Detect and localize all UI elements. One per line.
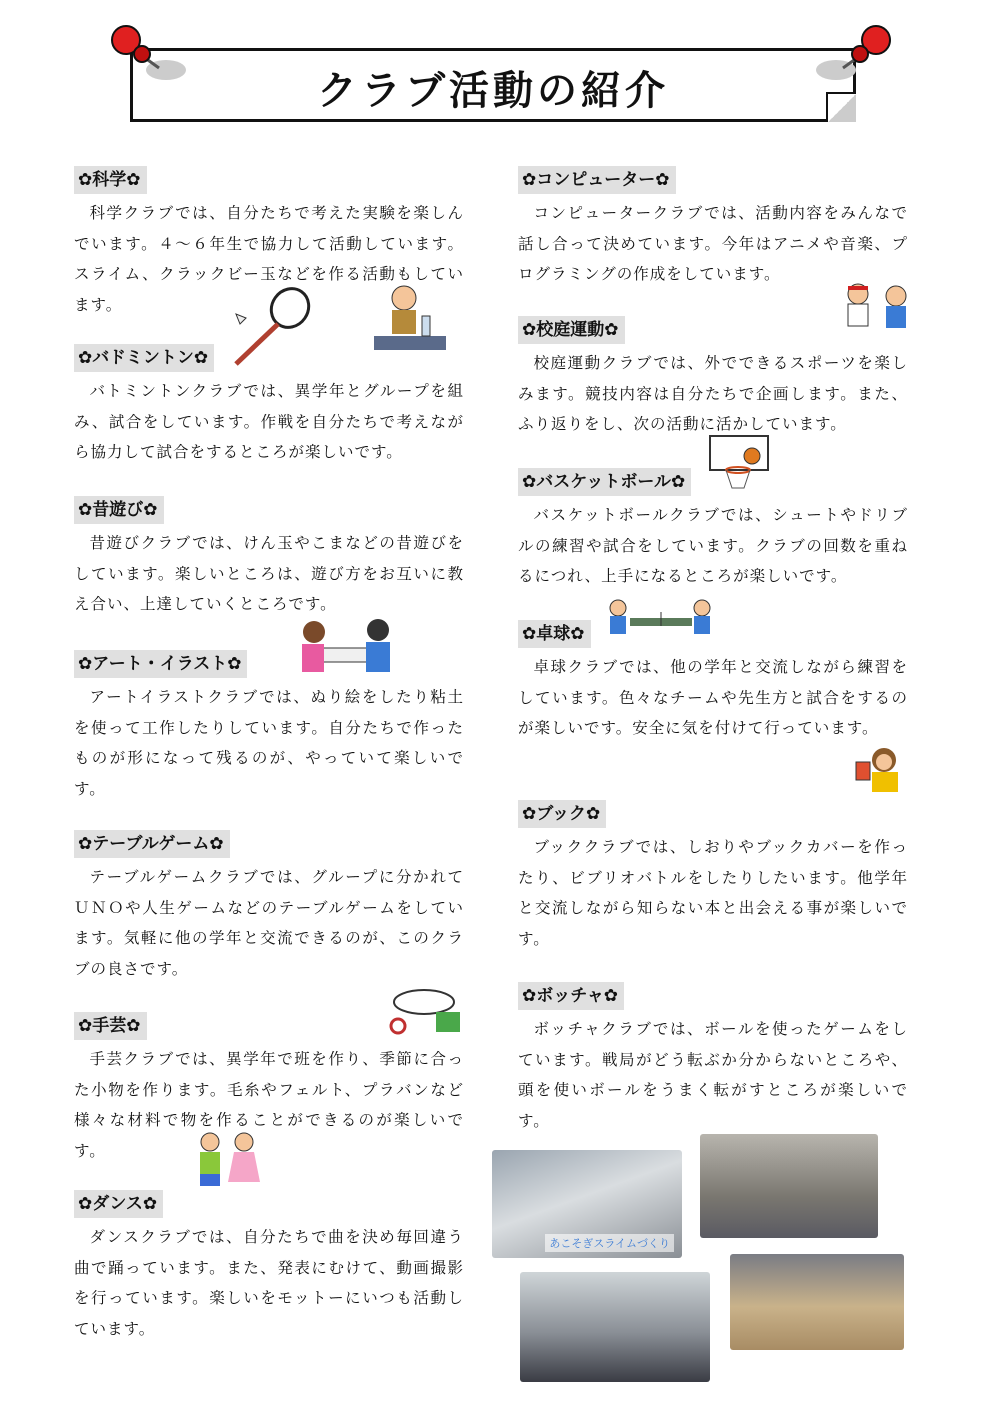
photo-dance [520,1272,710,1382]
club-description: バトミントンクラブでは、異学年とグループを組み、試合をしています。作戦を自分たちで考えながら協力して試合をするところが楽しいです。 [74,382,464,461]
reading-girl-icon [852,746,908,794]
club-description: 科学クラブでは、自分たちで考えた実験を楽しんでいます。４～６年生で協力して活動しています。スライム、クラックビー玉などを作る活動もしています。 [74,204,464,314]
photo-caption: あこそぎスライムづくり [545,1234,674,1252]
dancing-children-icon [188,1132,266,1188]
photo-card-game [730,1254,904,1350]
badminton-racket-icon [228,286,314,368]
club-description: アートイラストクラブでは、ぬり絵をしたり粘土を使って工作したりしています。自分たちで作ったものが形になって残るのが、やっていて楽しいです。 [74,688,464,798]
photo-slime-making [492,1150,682,1258]
club-title: ✿科学✿ [74,166,147,194]
club-boccia [518,982,908,1136]
club-description: 昔遊びクラブでは、けん玉やこまなどの昔遊びをしています。楽しいところは、遊び方をお互いに教え合い、上達していくところです。 [74,534,464,613]
pushpin-icon [104,20,190,86]
club-title: ✿テーブルゲーム✿ [74,830,230,858]
club-title: ✿昔遊び✿ [74,496,164,524]
ping-pong-table-icon [604,598,718,642]
club-title: ✿コンピューター✿ [518,166,676,194]
basketball-hoop-icon [708,434,770,492]
club-title: ✿ボッチャ✿ [518,982,624,1010]
club-description: 手芸クラブでは、異学年で班を作り、季節に合った小物を作ります。毛糸やフェルト、プラバンなど様々な材料で物を作ることができるのが楽しいです。 [74,1050,464,1160]
club-title: ✿卓球✿ [518,620,591,648]
club-dance [74,1190,464,1344]
club-computer [518,166,908,290]
club-title: ✿アート・イラスト✿ [74,650,247,678]
club-title: ✿ブック✿ [518,800,606,828]
sewing-kit-icon [386,988,464,1038]
title-banner [130,48,856,122]
photo-table-game [700,1134,878,1238]
pushpin-icon [812,20,898,86]
club-description: バスケットボールクラブでは、シュートやドリブルの練習や試合をしています。クラブの回数を重ねるにつれ、上手になるところが楽しいです。 [518,506,908,585]
club-title: ✿ダンス✿ [74,1190,163,1218]
club-description: コンピュータークラブでは、活動内容をみんなで話し合って決めています。今年はアニメや音楽、プログラミングの作成をしています。 [518,204,908,283]
club-title: ✿手芸✿ [74,1012,147,1040]
scientist-child-icon [372,282,448,352]
club-description: ブッククラブでは、しおりやブックカバーを作ったり、ビブリオバトルをしたりしたいます。他学年と交流しながら知らない本と出会える事が楽しいです。 [518,838,908,948]
club-art-illustration [74,650,464,804]
schoolyard-children-icon [840,282,918,338]
club-description: テーブルゲームクラブでは、グループに分かれてＵＮＯや人生ゲームなどのテーブルゲームをしています。気軽に他の学年と交流できるのが、このクラブの良さです。 [74,868,464,978]
club-description: 校庭運動クラブでは、外でできるスポーツを楽しみます。競技内容は自分たちで企画します。また、ふり返りをし、次の活動に活かしています。 [518,354,908,433]
club-title: ✿バドミントン✿ [74,344,214,372]
page-title: クラブ活動の紹介 [317,68,669,114]
club-description: ボッチャクラブでは、ボールを使ったゲームをしています。戦局がどう転ぶか分からないところや、頭を使いボールをうまく転がすところが楽しいです。 [518,1020,908,1130]
page-curl-decoration [826,92,856,122]
club-old-games [74,496,464,620]
drawing-children-icon [296,614,396,676]
club-table-games [74,830,464,984]
club-title: ✿バスケットボール✿ [518,468,691,496]
club-book [518,800,908,954]
club-description: 卓球クラブでは、他の学年と交流しながら練習をしています。色々なチームや先生方と試合をするのが楽しいです。安全に気を付けて行っています。 [518,658,908,737]
club-description: ダンスクラブでは、自分たちで曲を決め毎回違う曲で踊っています。また、発表にむけて、動画撮影を行っています。楽しいをモットーにいつも活動しています。 [74,1228,464,1338]
club-title: ✿校庭運動✿ [518,316,625,344]
